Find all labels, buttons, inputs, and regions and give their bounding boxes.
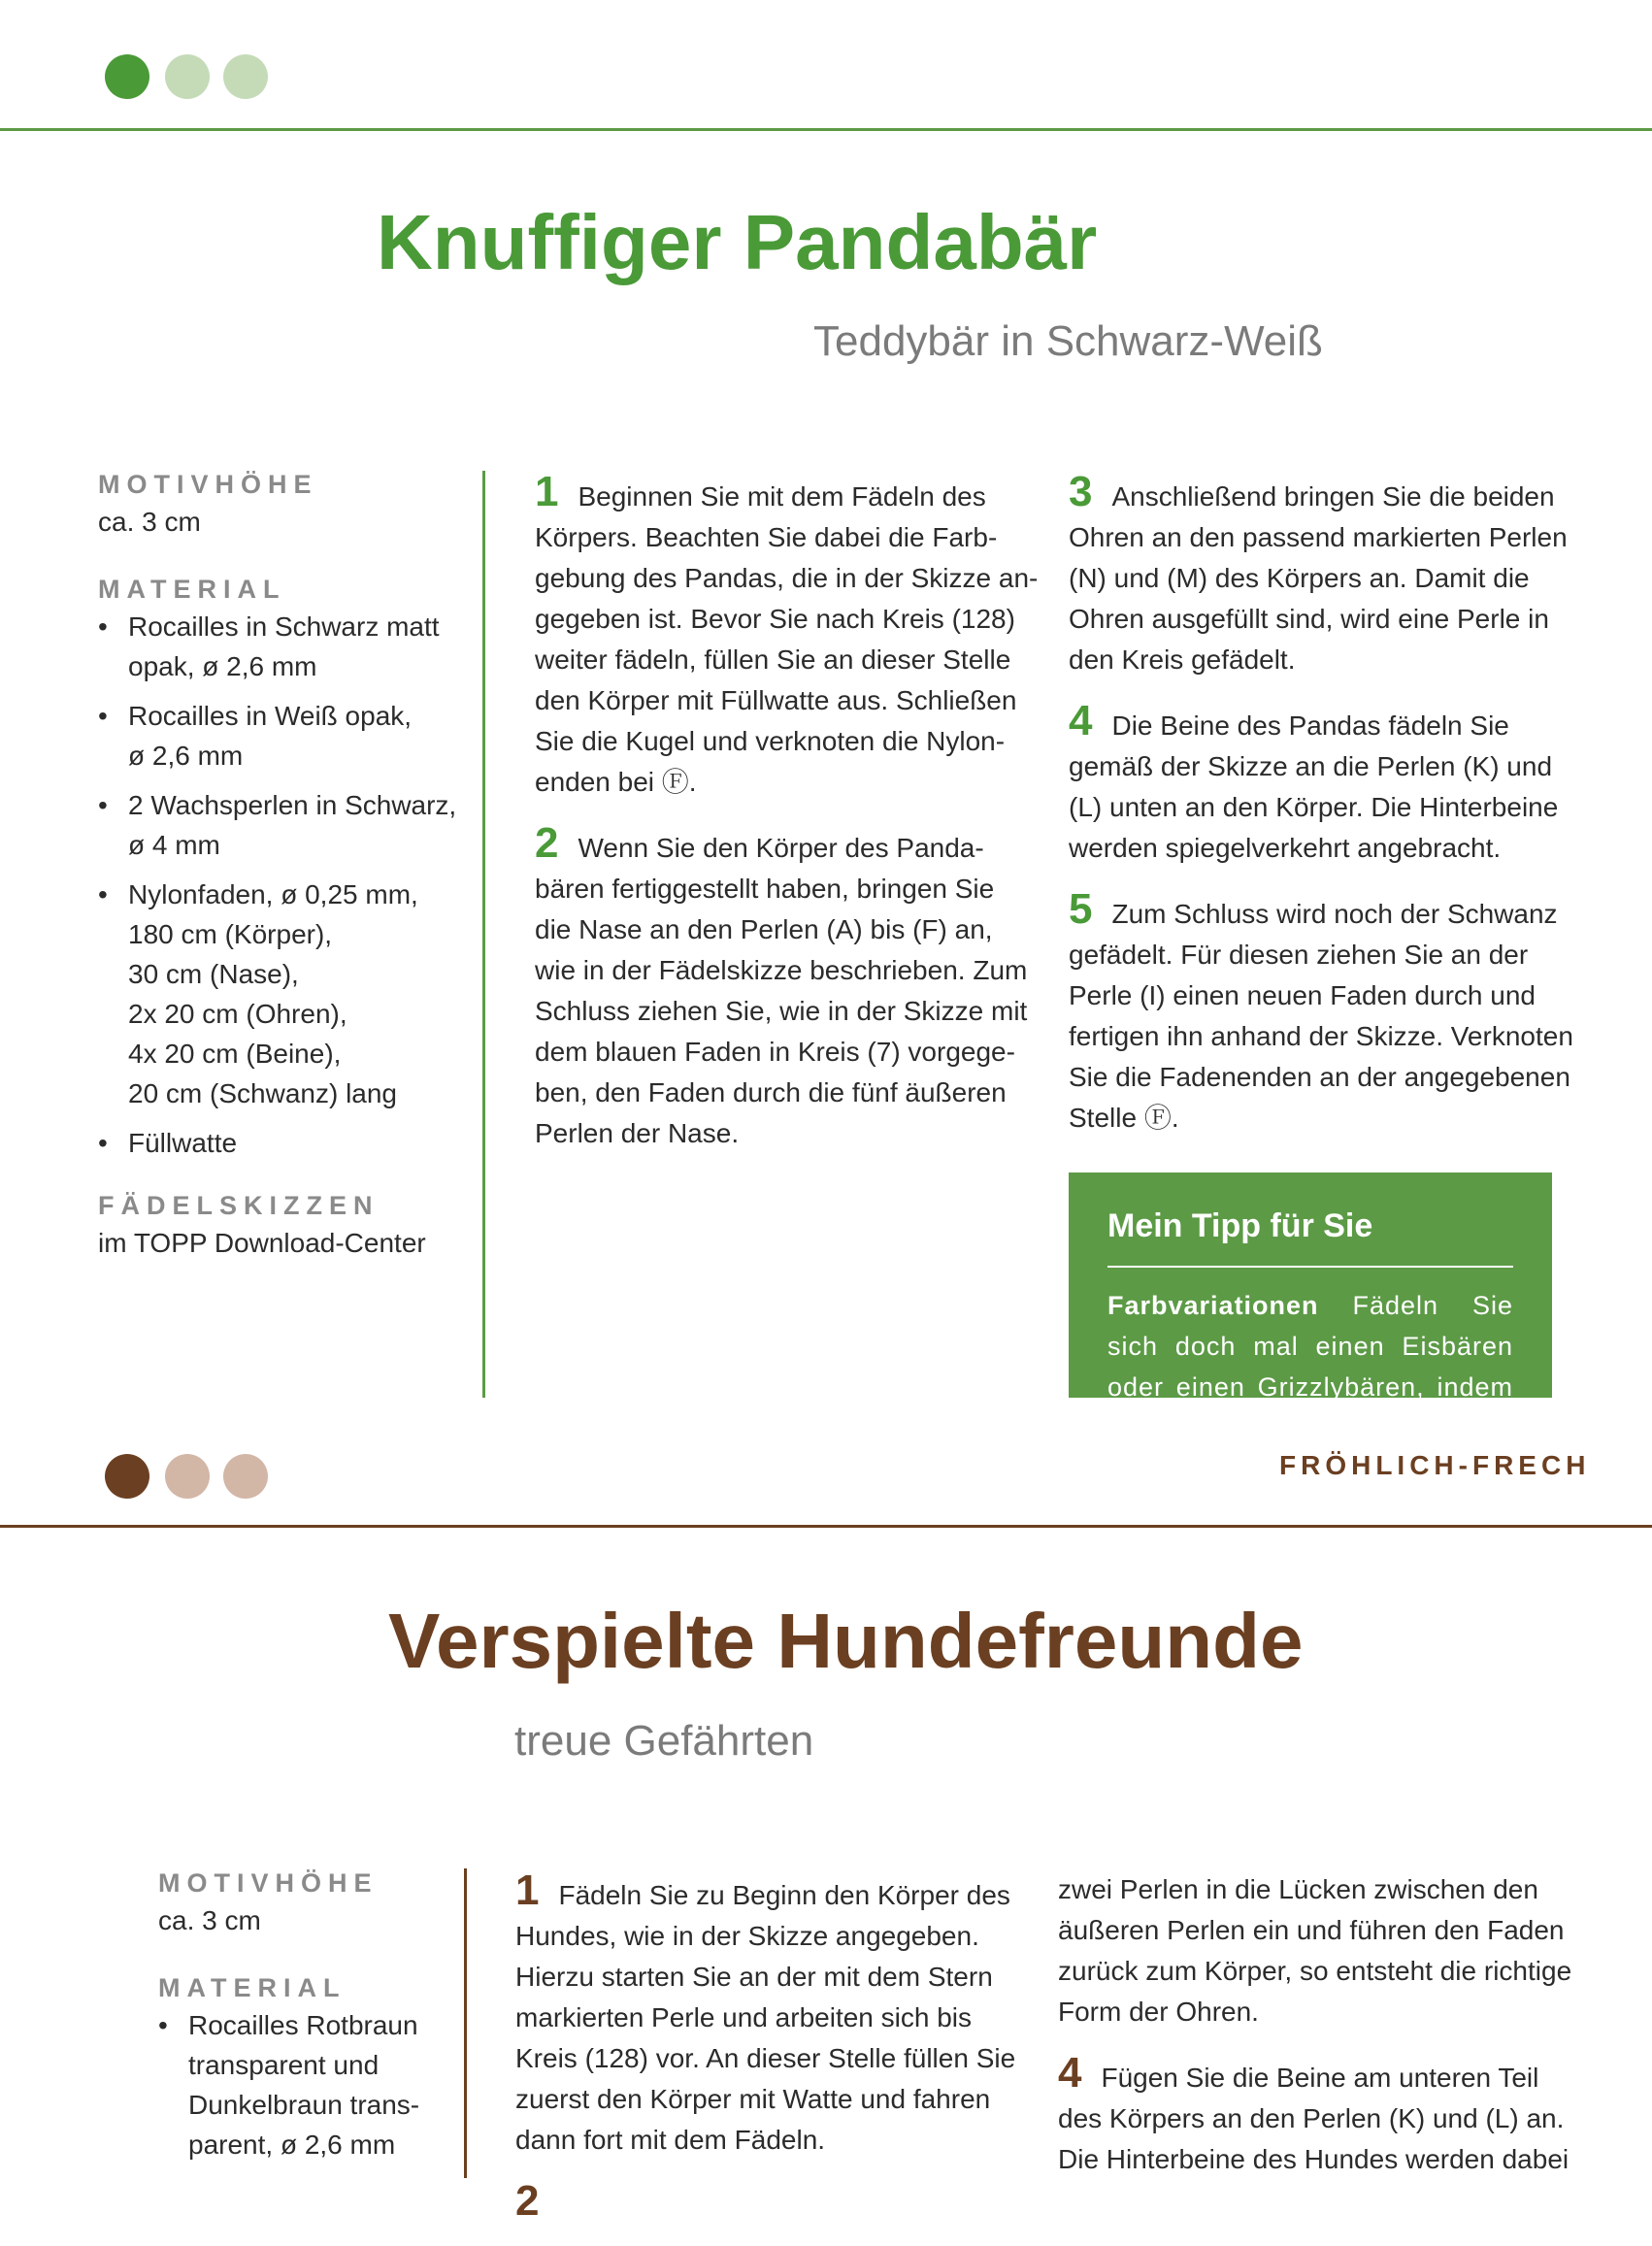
step-number: 3: [1069, 468, 1093, 515]
text-line: zurück zum Körper, so entsteht die richtige: [1058, 1956, 1572, 1986]
text-line: Rocailles Rotbraun: [188, 2010, 418, 2040]
panda-subtitle: Teddybär in Schwarz-Weiß: [813, 317, 1323, 365]
text-line: Perle (I) einen neuen Faden durch und: [1069, 980, 1536, 1010]
panda-instructions-column-1: [535, 468, 1040, 1173]
dog-column-divider: [464, 1868, 467, 2178]
text-line: Ohren ausgefüllt sind, wird eine Perle in: [1069, 604, 1549, 634]
text-line: Dunkelbraun trans-: [188, 2090, 420, 2120]
text-line: fertigen ihn anhand der Skizze. Verknoten: [1069, 1021, 1573, 1051]
material-item: [158, 2005, 469, 2164]
text-line: Wenn Sie den Körper des Panda-: [578, 833, 984, 863]
faedelskizzen-value: im TOPP Download-Center: [98, 1228, 426, 1258]
text-line: Beginnen Sie mit dem Fädeln des: [578, 481, 986, 512]
text-line: Fügen Sie die Beine am unteren Teil: [1101, 2063, 1539, 2093]
text-line: markierten Perle und arbeiten sich bis: [515, 2002, 973, 2032]
section-dot-active: [105, 1454, 149, 1499]
dog-instructions-column-1: [515, 1866, 1020, 2246]
text-line: den Kreis gefädelt.: [1069, 644, 1296, 675]
step-number: 5: [1069, 885, 1093, 933]
text-line: 20 cm (Schwanz) lang: [128, 1078, 398, 1108]
text-line: 180 cm (Körper),: [128, 919, 333, 949]
tip-title: Mein Tipp für Sie: [1107, 1207, 1373, 1244]
text-line: ø 2,6 mm: [128, 741, 244, 771]
text-line: Form der Ohren.: [1058, 1997, 1259, 2027]
panda-column-divider: [482, 471, 485, 1398]
category-label: FRÖHLICH-FRECH: [1279, 1450, 1591, 1480]
material-label: MATERIAL: [98, 575, 286, 604]
text-line: bären fertiggestellt haben, bringen Sie: [535, 874, 995, 904]
text-line: opak, ø 2,6 mm: [128, 651, 317, 681]
text-line: Sie die Fadenenden an der angegebenen: [1069, 1062, 1570, 1092]
dog-subtitle: treue Gefährten: [514, 1717, 814, 1765]
text-line: ben, den Faden durch die fünf äußeren: [535, 1077, 1007, 1107]
tip-divider: [1107, 1266, 1513, 1268]
text-line: die Nase an den Perlen (A) bis (F) an,: [535, 914, 993, 944]
text-line: wie in der Fädelskizze beschrieben. Zum: [535, 955, 1028, 985]
text-line: Stelle Ⓕ.: [1069, 1103, 1179, 1133]
text-line: 4x 20 cm (Beine),: [128, 1039, 342, 1069]
section-dot: [223, 1454, 268, 1499]
material-item: [98, 785, 467, 865]
text-line: enden bei Ⓕ.: [535, 767, 697, 797]
material-label: MATERIAL: [158, 1973, 347, 2002]
step-number: 2: [535, 819, 559, 867]
instruction-step: [535, 468, 1040, 803]
text-line: gemäß der Skizze an die Perlen (K) und: [1069, 751, 1553, 781]
text-line: gebung des Pandas, die in der Skizze an-: [535, 563, 1039, 593]
instruction-step: [1069, 885, 1573, 1139]
tip-text: [1107, 1285, 1513, 1448]
text-line: parent, ø 2,6 mm: [188, 2130, 396, 2160]
text-line: Körpers. Beachten Sie dabei die Farb-: [535, 522, 998, 552]
instruction-step: [1058, 2049, 1582, 2180]
text-line: äußeren Perlen ein und führen den Faden: [1058, 1915, 1565, 1945]
instruction-step: [1069, 468, 1573, 680]
text-line: Rocailles in Schwarz matt: [128, 611, 440, 642]
text-line: Fädeln Sie zu Beginn den Körper des: [558, 1880, 1010, 1910]
text-line: Füllwatte: [128, 1128, 238, 1158]
panda-title: Knuffiger Pandabär: [377, 199, 1098, 285]
step-number: 2: [515, 2177, 540, 2225]
step-number: 1: [515, 1866, 540, 1914]
instruction-step: [515, 1866, 1020, 2161]
text-line: (N) und (M) des Körpers an. Damit die: [1069, 563, 1530, 593]
panda-header-rule: [0, 128, 1652, 131]
dog-title: Verspielte Hundefreunde: [388, 1598, 1304, 1684]
material-item: [98, 607, 467, 686]
text-line: Zum Schluss wird noch der Schwanz: [1111, 899, 1558, 929]
motivhoehe-value: ca. 3 cm: [98, 507, 201, 537]
text-line: Kreis (128) vor. An dieser Stelle füllen Sie: [515, 2043, 1016, 2073]
text-line: dann fort mit dem Fädeln.: [515, 2125, 826, 2155]
instruction-step: [515, 2177, 1020, 2227]
instruction-step: [1069, 697, 1573, 869]
text-line: Perlen der Nase.: [535, 1118, 740, 1148]
section-dot: [223, 54, 268, 99]
section-dot: [165, 54, 210, 99]
panda-sidebar: [98, 467, 467, 1293]
text-line: 2x 20 cm (Ohren),: [128, 999, 347, 1029]
tip-body: Fädeln Sie sich doch mal einen Eisbären oder einen Grizzlybären, indem Sie: [1107, 1291, 1513, 1442]
text-line: den Körper mit Füllwatte aus. Schließen: [535, 685, 1017, 715]
text-line: zwei Perlen in die Lücken zwischen den: [1058, 1874, 1538, 1904]
instruction-step: [535, 819, 1040, 1154]
text-line: Die Hinterbeine des Hundes werden dabei: [1058, 2144, 1569, 2174]
text-line: ø 4 mm: [128, 830, 220, 860]
text-line: Die Beine des Pandas fädeln Sie: [1111, 710, 1509, 741]
section-dot: [165, 1454, 210, 1499]
dog-instructions-column-2: [1058, 1869, 1582, 2199]
text-line: transparent und: [188, 2050, 380, 2080]
instruction-continuation: [1058, 1869, 1582, 2032]
step-number: 4: [1069, 697, 1093, 744]
material-item: [98, 696, 467, 776]
dog-dots: [0, 1437, 291, 1534]
step-number: 4: [1058, 2049, 1082, 2097]
text-line: weiter fädeln, füllen Sie an dieser Stelle: [535, 644, 1011, 675]
material-list: [158, 2005, 469, 2164]
step-number: 1: [535, 468, 559, 515]
tip-box: [1069, 1173, 1552, 1442]
text-line: werden spiegelverkehrt angebracht.: [1069, 833, 1502, 863]
text-line: Ohren an den passend markierten Perlen: [1069, 522, 1568, 552]
tip-heading: Farbvariationen: [1107, 1291, 1319, 1320]
material-item: [98, 875, 467, 1113]
text-line: 30 cm (Nase),: [128, 959, 299, 989]
section-dot-active: [105, 54, 149, 99]
text-line: Sie die Kugel und verknoten die Nylon-: [535, 726, 1006, 756]
text-line: Nylonfaden, ø 0,25 mm,: [128, 879, 418, 909]
material-list: [98, 607, 467, 1163]
dog-header-rule: [0, 1525, 1652, 1528]
text-line: Hundes, wie in der Skizze angegeben.: [515, 1921, 979, 1951]
text-line: Hierzu starten Sie an der mit dem Stern: [515, 1962, 993, 1992]
text-line: Rocailles in Weiß opak,: [128, 701, 413, 731]
text-line: dem blauen Faden in Kreis (7) vorgege-: [535, 1037, 1015, 1067]
text-line: zuerst den Körper mit Watte und fahren: [515, 2084, 991, 2114]
text-line: des Körpers an den Perlen (K) und (L) an.: [1058, 2103, 1565, 2133]
material-item: [98, 1123, 467, 1163]
dog-sidebar: [158, 1866, 469, 2190]
panda-dots: [0, 0, 291, 97]
faedelskizzen-label: FÄDELSKIZZEN: [98, 1191, 380, 1220]
text-line: (L) unten an den Körper. Die Hinterbeine: [1069, 792, 1559, 822]
motivhoehe-label: MOTIVHÖHE: [98, 470, 318, 499]
motivhoehe-value: ca. 3 cm: [158, 1905, 261, 1935]
panda-instructions-column-2: [1069, 468, 1573, 1158]
text-line: 2 Wachsperlen in Schwarz,: [128, 790, 457, 820]
text-line: gefädelt. Für diesen ziehen Sie an der: [1069, 940, 1529, 970]
text-line: gegeben ist. Bevor Sie nach Kreis (128): [535, 604, 1015, 634]
text-line: Anschließend bringen Sie die beiden: [1111, 481, 1555, 512]
motivhoehe-label: MOTIVHÖHE: [158, 1868, 379, 1898]
text-line: Schluss ziehen Sie, wie in der Skizze mit: [535, 996, 1028, 1026]
